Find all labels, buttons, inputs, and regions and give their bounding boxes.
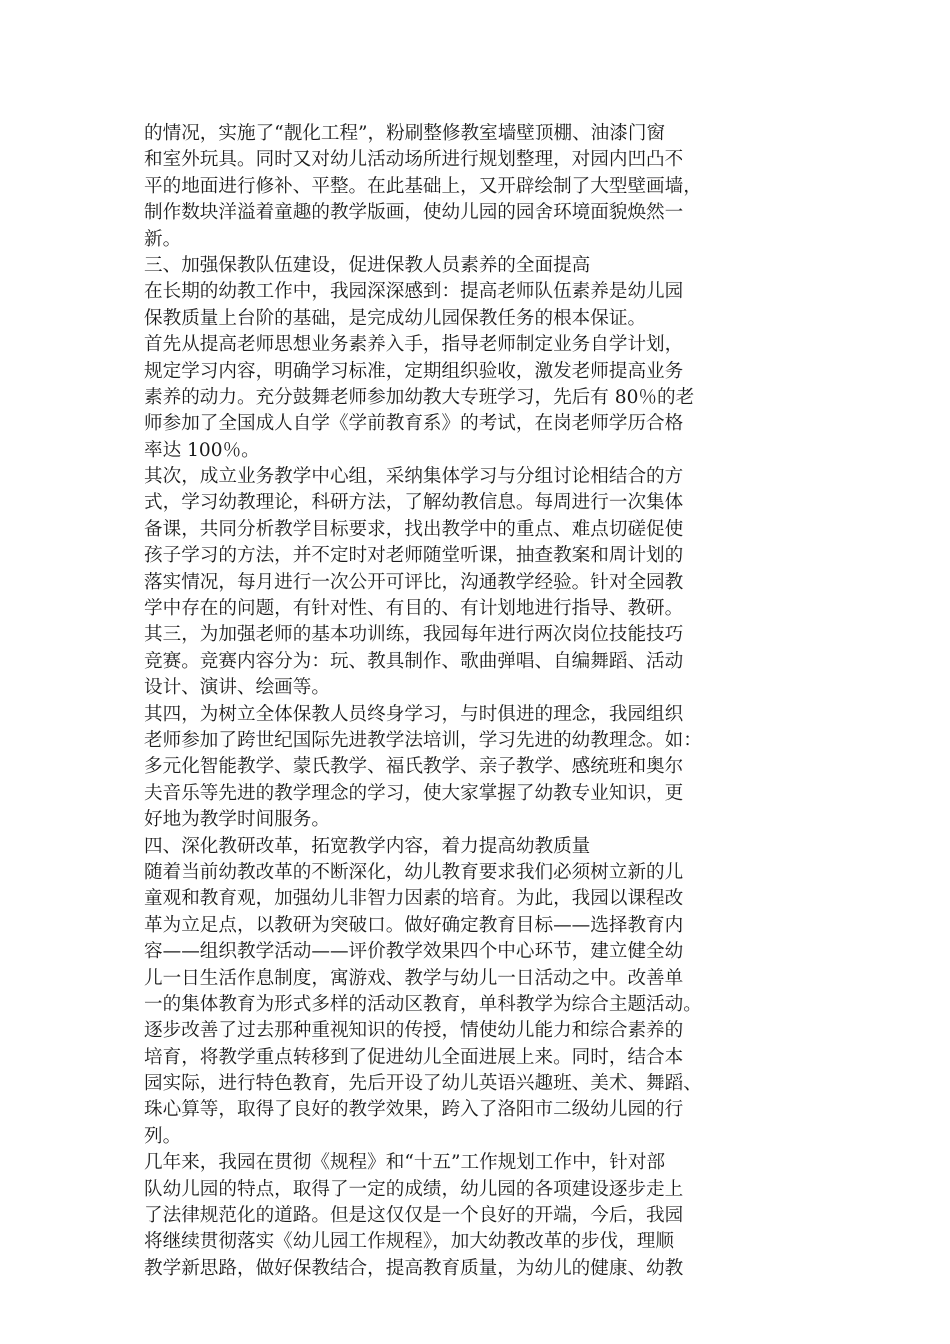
text-line: 其次，成立业务教学中心组，采纳集体学习与分组讨论相结合的方	[144, 466, 684, 488]
text-line: 学中存在的问题，有针对性、有目的、有计划地进行指导、教研。	[144, 598, 684, 620]
text-line: 设计、演讲、绘画等。	[144, 677, 330, 699]
document-body	[144, 121, 824, 1282]
text-line: 逐步改善了过去那种重视知识的传授，情使幼儿能力和综合素养的	[144, 1020, 684, 1042]
text-line: 备课，共同分析教学目标要求，找出教学中的重点、难点切磋促使	[144, 518, 684, 540]
text-line: 童观和教育观，加强幼儿非智力因素的培育。为此，我园以课程改	[144, 888, 684, 910]
text-line: 将继续贯彻落实《幼儿园工作规程》，加大幼教改革的步伐，理顺	[144, 1231, 674, 1253]
text-line: 孩子学习的方法，并不定时对老师随堂听课，抽查教案和周计划的	[144, 545, 684, 567]
text-line: 素养的动力。充分鼓舞老师参加幼教大专班学习，先后有 80％的老	[144, 386, 695, 408]
text-line: 首先从提高老师思想业务素养入手，指导老师制定业务自学计划，	[144, 334, 684, 356]
text-line: 落实情况，每月进行一次公开可评比，沟通教学经验。针对全园教	[144, 571, 684, 593]
text-line: 队幼儿园的特点，取得了一定的成绩，幼儿园的各项建设逐步走上	[144, 1178, 684, 1200]
text-line: 几年来，我园在贯彻《规程》和“十五”工作规划工作中，针对部	[144, 1152, 666, 1174]
text-line: 教学新思路，做好保教结合，提高教育质量，为幼儿的健康、幼教	[144, 1257, 684, 1279]
text-line: 的情况，实施了“靓化工程”，粉刷整修教室墙壁顶棚、油漆门窗	[144, 123, 666, 144]
text-line: 保教质量上台阶的基础，是完成幼儿园保教任务的根本保证。	[144, 307, 647, 329]
text-line: 式，学习幼教理论，科研方法，了解幼教信息。每周进行一次集体	[144, 492, 684, 514]
text-line: 制作数块洋溢着童趣的教学版画，使幼儿园的园舍环境面貌焕然一	[144, 202, 684, 224]
text-line: 在长期的幼教工作中，我园深深感到：提高老师队伍素养是幼儿园	[144, 281, 684, 303]
text-line: 其四，为树立全体保教人员终身学习，与时俱进的理念，我园组织	[144, 703, 684, 725]
text-line: 随着当前幼教改革的不断深化，幼儿教育要求我们必须树立新的儿	[144, 861, 684, 883]
text-line: 和室外玩具。同时又对幼儿活动场所进行规划整理，对园内凹凸不	[144, 149, 684, 171]
text-line: 容——组织教学活动——评价教学效果四个中心环节，建立健全幼	[144, 941, 684, 963]
section-heading: 四、深化教研改革，拓宽教学内容，着力提高幼教质量	[144, 835, 591, 857]
text-line: 好地为教学时间服务。	[144, 809, 330, 831]
text-line: 一的集体教育为形式多样的活动区教育，单科教学为综合主题活动。	[144, 993, 702, 1015]
text-line: 儿一日生活作息制度，寓游戏、教学与幼儿一日活动之中。改善单	[144, 967, 684, 989]
section-heading: 三、加强保教队伍建设，促进保教人员素养的全面提高	[144, 254, 591, 276]
text-line: 珠心算等，取得了良好的教学效果，跨入了洛阳市二级幼儿园的行	[144, 1099, 684, 1121]
text-line: 革为立足点，以教研为突破口。做好确定教育目标——选择教育内	[144, 914, 684, 936]
text-line: 园实际，进行特色教育，先后开设了幼儿英语兴趣班、美术、舞蹈、	[144, 1073, 702, 1095]
text-line: 多元化智能教学、蒙氏教学、福氏教学、亲子教学、感统班和奥尔	[144, 756, 684, 778]
text-line: 师参加了全国成人自学《学前教育系》的考试，在岗老师学历合格	[144, 413, 684, 435]
text-line: 夫音乐等先进的教学理念的学习，使大家掌握了幼教专业知识，更	[144, 782, 684, 804]
text-line: 规定学习内容，明确学习标准，定期组织验收，激发老师提高业务	[144, 360, 684, 382]
text-line: 培育，将教学重点转移到了促进幼儿全面进展上来。同时，结合本	[144, 1046, 684, 1068]
text-line: 竞赛。竞赛内容分为：玩、教具制作、歌曲弹唱、自编舞蹈、活动	[144, 650, 684, 672]
text-line: 其三，为加强老师的基本功训练，我园每年进行两次岗位技能技巧	[144, 624, 684, 646]
text-line: 列。	[144, 1125, 182, 1147]
text-line: 率达 100％。	[144, 439, 260, 461]
text-line: 新。	[144, 228, 182, 250]
text-line: 了法律规范化的道路。但是这仅仅是一个良好的开端，今后，我园	[144, 1205, 684, 1227]
text-line: 老师参加了跨世纪国际先进教学法培训，学习先进的幼教理念。如：	[144, 729, 702, 751]
text-line: 平的地面进行修补、平整。在此基础上，又开辟绘制了大型壁画墙，	[144, 175, 702, 197]
